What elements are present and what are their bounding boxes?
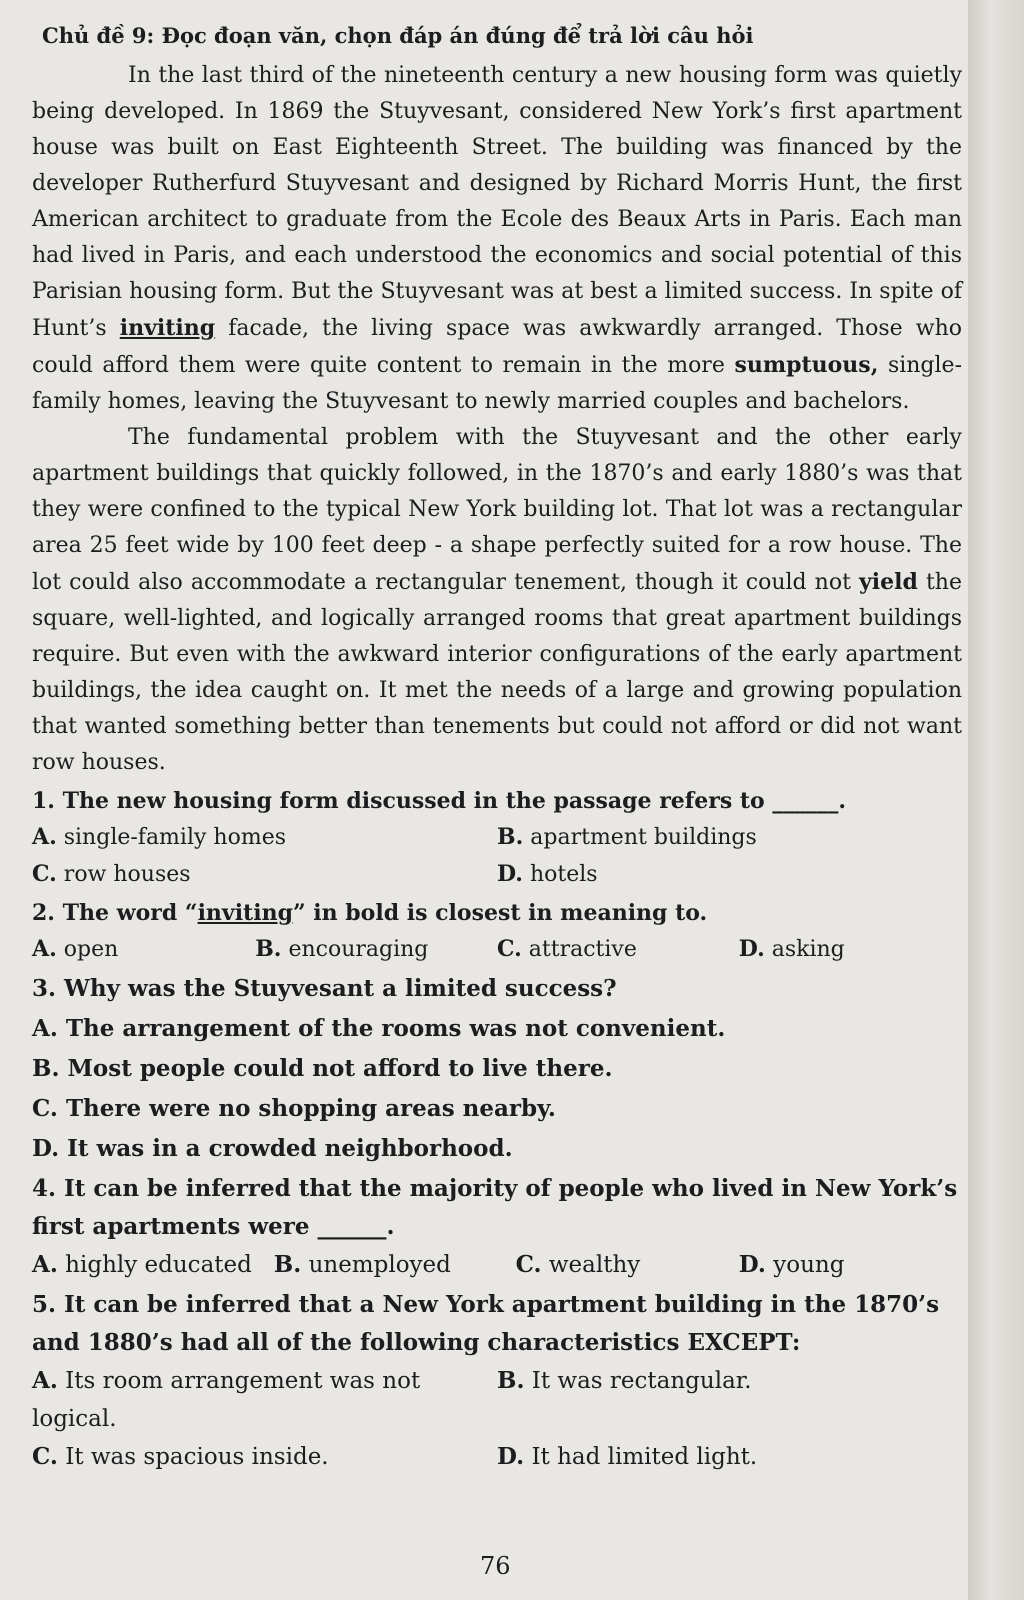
answer-option[interactable]: B. Most people could not afford to live there. — [32, 1055, 613, 1082]
passage-text: The fundamental problem with the Stuyvesant and the other early apartment buildings that quickly followed, in the 1870’s and early 1880’s was that they were confined to the typical New York building lot. That lot was a rectangular area 25 feet wide by 100 feet deep - a shape perfectly suited for a row house. The lot could also accommodate a rectangular tenement, though it could not — [32, 425, 962, 595]
passage-text: In the last third of the nineteenth century a new housing form was quietly being developed. In 1869 the Stuyvesant, considered New York’s first apartment house was built on East Eighteenth Street. The building was financed by the developer Rutherfurd Stuyvesant and designed by Richard Morris Hunt, the first American architect to graduate from the Ecole des Beaux Arts in Paris. Each man had lived in Paris, and each understood the economics and social potential of this Parisian housing form. But the Stuyvesant was at best a limited success. In spite of Hunt’s — [32, 63, 962, 341]
answer-option[interactable]: D. young — [738, 1251, 845, 1278]
answer-option[interactable]: A. Its room arrangement was not logical. — [32, 1367, 421, 1432]
answer-option[interactable]: D. It had limited light. — [497, 1443, 758, 1470]
answer-option[interactable]: D. asking — [738, 936, 845, 962]
question-2: 2. The word “inviting” in bold is closest in meaning to. — [32, 900, 708, 926]
answer-option[interactable]: C. attractive — [496, 936, 637, 962]
question-5: 5. It can be inferred that a New York apartment building in the 1870’s and 1880’s had all of the following characteristics EXCEPT: — [32, 1291, 940, 1356]
passage-paragraph-2 — [32, 420, 962, 781]
answer-option[interactable]: B. apartment buildings — [497, 824, 757, 850]
answer-option[interactable]: C. It was spacious inside. — [32, 1443, 329, 1470]
answer-option[interactable]: D. It was in a crowded neighborhood. — [32, 1135, 513, 1162]
answer-option[interactable]: B. unemployed — [273, 1251, 451, 1278]
page-number: 76 — [480, 1552, 511, 1580]
question-4: 4. It can be inferred that the majority of people who lived in New York’s first apartments were ______. — [32, 1175, 958, 1240]
question-1: 1. The new housing form discussed in the passage refers to ______. — [32, 788, 847, 814]
answer-option[interactable]: A. The arrangement of the rooms was not convenient. — [32, 1015, 726, 1042]
book-page-edge — [968, 0, 1024, 1600]
page-heading: Chủ đề 9: Đọc đoạn văn, chọn đáp án đúng để trả lời câu hỏi — [42, 23, 754, 48]
answer-option[interactable]: A. highly educated — [32, 1251, 252, 1278]
question-3: 3. Why was the Stuyvesant a limited success? — [32, 975, 617, 1002]
answer-option[interactable]: C. wealthy — [515, 1251, 641, 1278]
passage-text: single-family homes, leaving the Stuyvesant to newly married couples and bachelors. — [32, 353, 963, 414]
highlighted-word-sumptuous: sumptuous, — [734, 352, 879, 378]
answer-option[interactable]: C. There were no shopping areas nearby. — [32, 1095, 556, 1122]
passage-text: the square, well-lighted, and logically arranged rooms that great apartment buildings require. But even with the awkward interior configurations of the early apartment buildings, the idea caught on. It met the needs of a large and growing population that wanted something better than tenements but could not afford or did not want row houses. — [32, 570, 962, 775]
answer-option[interactable]: C. row houses — [32, 861, 191, 887]
highlighted-word-inviting: inviting — [119, 315, 216, 341]
question-5-options — [32, 1362, 962, 1476]
page-content — [32, 18, 962, 1476]
question-4-options — [32, 1246, 962, 1284]
answer-option[interactable]: A. single-family homes — [32, 824, 287, 850]
answer-option[interactable]: D. hotels — [497, 861, 598, 887]
answer-option[interactable]: B. It was rectangular. — [497, 1367, 752, 1394]
question-1-options — [32, 819, 962, 893]
answer-option[interactable]: B. encouraging — [255, 936, 429, 962]
question-2-options — [32, 931, 962, 968]
answer-option[interactable]: A. open — [32, 936, 119, 962]
highlighted-word-yield: yield — [859, 569, 918, 595]
passage-text: facade, the living space was awkwardly arranged. Those who could afford them were quite content to remain in the more — [32, 316, 962, 378]
passage-paragraph-1 — [32, 58, 962, 420]
